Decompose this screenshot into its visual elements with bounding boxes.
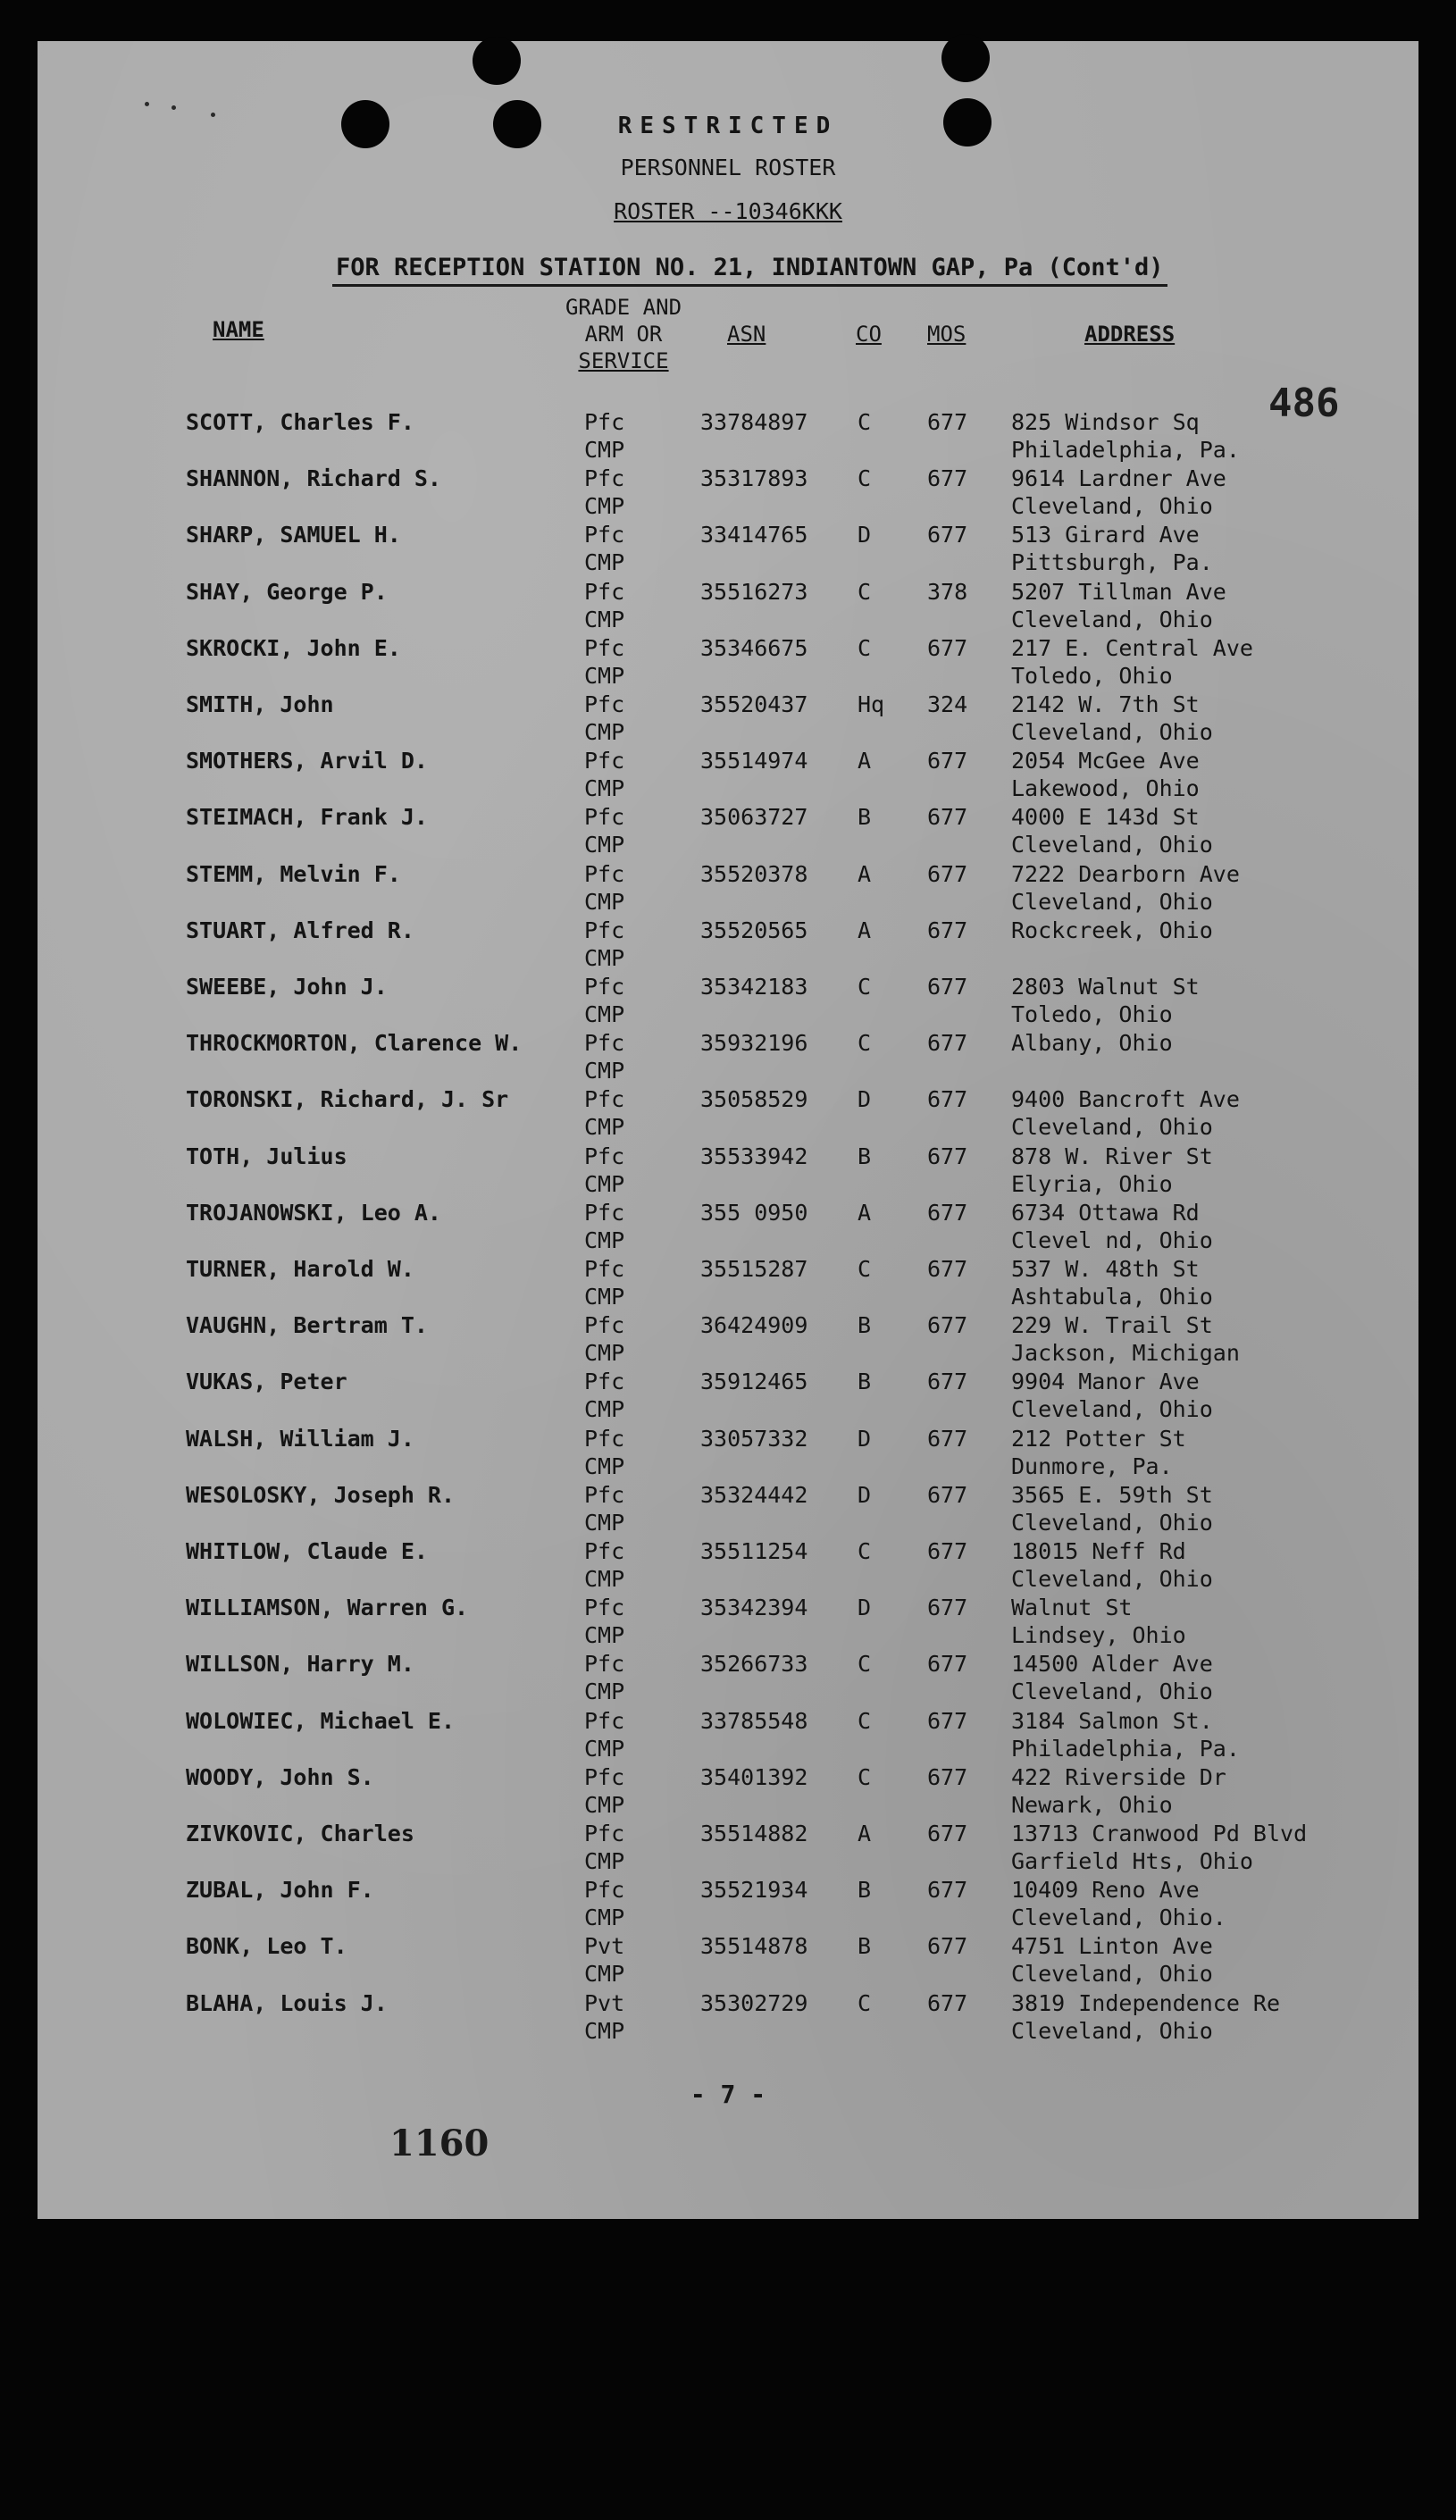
table-row bbox=[38, 1200, 1418, 1256]
arm-or-service: CMP bbox=[584, 1791, 625, 1818]
arm-or-service: CMP bbox=[584, 1848, 625, 1874]
arm-or-service: CMP bbox=[584, 1001, 625, 1027]
address-line-2: Cleveland, Ohio bbox=[1011, 2017, 1213, 2044]
col-header-grade-line1: GRADE AND bbox=[565, 295, 682, 320]
person-name: STEMM, Melvin F. bbox=[186, 860, 401, 887]
serial-number: 35521934 bbox=[700, 1877, 808, 1904]
roster-number-text: ROSTER --10346KKK bbox=[614, 198, 842, 224]
address-line-1: 14500 Alder Ave bbox=[1011, 1651, 1213, 1678]
col-header-mos-text: MOS bbox=[927, 322, 966, 347]
col-header-name-text: NAME bbox=[213, 317, 264, 342]
grade: Pfc bbox=[584, 974, 625, 1000]
person-name: WOODY, John S. bbox=[186, 1763, 374, 1790]
roster-document-page bbox=[38, 41, 1418, 2219]
serial-number: 35346675 bbox=[700, 634, 808, 661]
table-row bbox=[38, 635, 1418, 691]
company: C bbox=[858, 409, 872, 435]
mos-code: 677 bbox=[927, 1877, 968, 1904]
address-line-2: Cleveland, Ohio bbox=[1011, 493, 1213, 520]
table-row bbox=[38, 1086, 1418, 1143]
arm-or-service: CMP bbox=[584, 549, 625, 576]
address-line-2: Lakewood, Ohio bbox=[1011, 775, 1200, 802]
company: C bbox=[858, 578, 872, 605]
speck bbox=[172, 105, 176, 110]
arm-or-service: CMP bbox=[584, 1735, 625, 1762]
col-header-name bbox=[213, 316, 264, 343]
company: D bbox=[858, 1086, 872, 1113]
address-line-1: 537 W. 48th St bbox=[1011, 1256, 1200, 1282]
serial-number: 35401392 bbox=[700, 1763, 808, 1790]
address-line-2: Jackson, Michigan bbox=[1011, 1340, 1240, 1367]
grade: Pfc bbox=[584, 1877, 625, 1904]
address-line-1: 9400 Bancroft Ave bbox=[1011, 1086, 1240, 1113]
table-row bbox=[38, 804, 1418, 860]
table-row bbox=[38, 917, 1418, 974]
person-name: WOLOWIEC, Michael E. bbox=[186, 1707, 456, 1734]
grade: Pfc bbox=[584, 522, 625, 548]
company: C bbox=[858, 974, 872, 1000]
grade: Pfc bbox=[584, 1256, 625, 1282]
address-line-1: 878 W. River St bbox=[1011, 1143, 1213, 1169]
mos-code: 677 bbox=[927, 1143, 968, 1169]
grade: Pfc bbox=[584, 409, 625, 435]
arm-or-service: CMP bbox=[584, 1170, 625, 1197]
address-line-1: 13713 Cranwood Pd Blvd bbox=[1011, 1821, 1308, 1846]
grade: Pfc bbox=[584, 1143, 625, 1169]
table-row bbox=[38, 409, 1418, 465]
address-line-2: Pittsburgh, Pa. bbox=[1011, 549, 1213, 576]
table-row bbox=[38, 1933, 1418, 1989]
serial-number: 35533942 bbox=[700, 1143, 808, 1169]
col-header-grade-line3: SERVICE bbox=[578, 348, 669, 373]
arm-or-service: CMP bbox=[584, 719, 625, 745]
mos-code: 378 bbox=[927, 578, 968, 605]
address-line-2: Cleveland, Ohio bbox=[1011, 1961, 1213, 1988]
col-header-asn-text: ASN bbox=[727, 322, 766, 347]
address-line-2: Cleveland, Ohio bbox=[1011, 888, 1213, 915]
company: C bbox=[858, 1989, 872, 2016]
company: C bbox=[858, 1030, 872, 1057]
grade: Pfc bbox=[584, 1312, 625, 1339]
mos-code: 677 bbox=[927, 1481, 968, 1508]
arm-or-service: CMP bbox=[584, 1284, 625, 1310]
table-row bbox=[38, 522, 1418, 578]
table-row bbox=[38, 1764, 1418, 1821]
person-name: TURNER, Harold W. bbox=[186, 1256, 414, 1282]
address-line-2: Toledo, Ohio bbox=[1011, 1001, 1173, 1027]
col-header-co bbox=[856, 321, 882, 347]
company: B bbox=[858, 1369, 872, 1395]
address-line-1: 513 Girard Ave bbox=[1011, 522, 1200, 548]
address-line-1: 2142 W. 7th St bbox=[1011, 691, 1200, 717]
person-name: WESOLOSKY, Joseph R. bbox=[186, 1481, 456, 1508]
grade: Pfc bbox=[584, 860, 625, 887]
serial-number: 355 0950 bbox=[700, 1199, 808, 1226]
mos-code: 677 bbox=[927, 917, 968, 943]
grade: Pfc bbox=[584, 691, 625, 717]
station-heading: FOR RECEPTION STATION NO. 21, INDIANTOWN GAP, Pa (Cont'd) bbox=[332, 254, 1167, 287]
serial-number: 35520378 bbox=[700, 860, 808, 887]
table-row bbox=[38, 1990, 1418, 2047]
table-row bbox=[38, 465, 1418, 522]
serial-number: 35317893 bbox=[700, 465, 808, 492]
person-name: ZIVKOVIC, Charles bbox=[186, 1821, 414, 1846]
grade: Pvt bbox=[584, 1933, 625, 1960]
mos-code: 677 bbox=[927, 1933, 968, 1960]
grade: Pfc bbox=[584, 578, 625, 605]
grade: Pfc bbox=[584, 634, 625, 661]
person-name: SHAY, George P. bbox=[186, 578, 388, 605]
company: D bbox=[858, 1481, 872, 1508]
col-header-co-text: CO bbox=[856, 322, 882, 347]
address-line-2: Elyria, Ohio bbox=[1011, 1170, 1173, 1197]
person-name: WALSH, William J. bbox=[186, 1425, 414, 1452]
person-name: SHANNON, Richard S. bbox=[186, 465, 441, 492]
arm-or-service: CMP bbox=[584, 1961, 625, 1988]
company: B bbox=[858, 1933, 872, 1960]
arm-or-service: CMP bbox=[584, 1227, 625, 1253]
serial-number: 35342183 bbox=[700, 974, 808, 1000]
company: C bbox=[858, 1707, 872, 1734]
person-name: WILLIAMSON, Warren G. bbox=[186, 1595, 469, 1621]
address-line-1: 212 Potter St bbox=[1011, 1425, 1186, 1452]
address-line-2: Toledo, Ohio bbox=[1011, 662, 1173, 689]
company: A bbox=[858, 1199, 872, 1226]
serial-number: 35520437 bbox=[700, 691, 808, 717]
address-line-1: 4751 Linton Ave bbox=[1011, 1933, 1213, 1960]
person-name: VAUGHN, Bertram T. bbox=[186, 1312, 428, 1339]
address-line-1: 5207 Tillman Ave bbox=[1011, 578, 1226, 605]
address-line-1: 2054 McGee Ave bbox=[1011, 748, 1200, 774]
company: D bbox=[858, 1425, 872, 1452]
arm-or-service: CMP bbox=[584, 1114, 625, 1141]
grade: Pfc bbox=[584, 465, 625, 492]
mos-code: 677 bbox=[927, 804, 968, 831]
grade: Pfc bbox=[584, 1086, 625, 1113]
company: C bbox=[858, 1651, 872, 1678]
address-line-2: Ashtabula, Ohio bbox=[1011, 1284, 1213, 1310]
table-row bbox=[38, 861, 1418, 917]
person-name: SMOTHERS, Arvil D. bbox=[186, 748, 428, 774]
arm-or-service: CMP bbox=[584, 888, 625, 915]
mos-code: 677 bbox=[927, 1425, 968, 1452]
serial-number: 35058529 bbox=[700, 1086, 808, 1113]
address-line-1: 6734 Ottawa Rd bbox=[1011, 1199, 1200, 1226]
grade: Pfc bbox=[584, 804, 625, 831]
serial-number: 33784897 bbox=[700, 409, 808, 435]
address-line-1: 825 Windsor Sq bbox=[1011, 409, 1200, 435]
address-line-1: 229 W. Trail St bbox=[1011, 1312, 1213, 1339]
table-row bbox=[38, 1143, 1418, 1200]
serial-number: 35063727 bbox=[700, 804, 808, 831]
address-line-2: Cleveland, Ohio bbox=[1011, 1396, 1213, 1423]
punch-hole bbox=[941, 34, 990, 82]
grade: Pfc bbox=[584, 1425, 625, 1452]
mos-code: 677 bbox=[927, 1707, 968, 1734]
grade: Pfc bbox=[584, 1821, 625, 1846]
address-line-2: Cleveland, Ohio bbox=[1011, 1509, 1213, 1536]
address-line-2: Dunmore, Pa. bbox=[1011, 1453, 1173, 1479]
arm-or-service: CMP bbox=[584, 1509, 625, 1536]
mos-code: 677 bbox=[927, 1989, 968, 2016]
address-line-1: 7222 Dearborn Ave bbox=[1011, 860, 1240, 887]
address-line-1: 9904 Manor Ave bbox=[1011, 1369, 1200, 1395]
grade: Pfc bbox=[584, 1595, 625, 1621]
serial-number: 35324442 bbox=[700, 1481, 808, 1508]
arm-or-service: CMP bbox=[584, 1905, 625, 1931]
grade: Pfc bbox=[584, 917, 625, 943]
speck bbox=[145, 102, 149, 106]
address-line-2: Lindsey, Ohio bbox=[1011, 1622, 1186, 1649]
company: B bbox=[858, 804, 872, 831]
col-header-address-text: ADDRESS bbox=[1084, 322, 1176, 347]
address-line-2: Cleveland, Ohio bbox=[1011, 1679, 1213, 1705]
address-line-2: Newark, Ohio bbox=[1011, 1791, 1173, 1818]
address-line-2: Cleveland, Ohio bbox=[1011, 606, 1213, 632]
arm-or-service: CMP bbox=[584, 1396, 625, 1423]
table-row bbox=[38, 1538, 1418, 1595]
address-line-2: Cleveland, Ohio bbox=[1011, 1114, 1213, 1141]
table-row bbox=[38, 1256, 1418, 1312]
person-name: SHARP, SAMUEL H. bbox=[186, 522, 401, 548]
arm-or-service: CMP bbox=[584, 493, 625, 520]
mos-code: 677 bbox=[927, 465, 968, 492]
address-line-1: 4000 E 143d St bbox=[1011, 804, 1200, 831]
grade: Pfc bbox=[584, 1481, 625, 1508]
col-header-address bbox=[1084, 321, 1175, 347]
page-number: - 7 - bbox=[690, 2080, 766, 2109]
address-line-1: 3565 E. 59th St bbox=[1011, 1481, 1213, 1508]
table-row bbox=[38, 579, 1418, 635]
grade: Pfc bbox=[584, 748, 625, 774]
address-line-1: 2803 Walnut St bbox=[1011, 974, 1200, 1000]
address-line-2: Clevel nd, Ohio bbox=[1011, 1227, 1213, 1253]
serial-number: 35515287 bbox=[700, 1256, 808, 1282]
arm-or-service: CMP bbox=[584, 1058, 625, 1084]
grade: Pfc bbox=[584, 1707, 625, 1734]
address-line-1: Albany, Ohio bbox=[1011, 1030, 1173, 1057]
grade: Pfc bbox=[584, 1369, 625, 1395]
address-line-2: Philadelphia, Pa. bbox=[1011, 437, 1240, 463]
table-row bbox=[38, 1651, 1418, 1707]
serial-number: 35514882 bbox=[700, 1821, 808, 1846]
company: C bbox=[858, 465, 872, 492]
table-row bbox=[38, 748, 1418, 804]
address-line-2: Philadelphia, Pa. bbox=[1011, 1735, 1240, 1762]
person-name: STEIMACH, Frank J. bbox=[186, 804, 428, 831]
mos-code: 677 bbox=[927, 860, 968, 887]
arm-or-service: CMP bbox=[584, 1340, 625, 1367]
table-row bbox=[38, 1821, 1418, 1877]
address-line-1: 422 Riverside Dr bbox=[1011, 1763, 1226, 1790]
mos-code: 677 bbox=[927, 1199, 968, 1226]
arm-or-service: CMP bbox=[584, 1453, 625, 1479]
company: A bbox=[858, 860, 872, 887]
address-line-1: 3184 Salmon St. bbox=[1011, 1707, 1213, 1734]
col-header-mos bbox=[927, 321, 966, 347]
mos-code: 677 bbox=[927, 1086, 968, 1113]
serial-number: 36424909 bbox=[700, 1312, 808, 1339]
mos-code: 677 bbox=[927, 1030, 968, 1057]
address-line-1: Rockcreek, Ohio bbox=[1011, 917, 1213, 943]
grade: Pfc bbox=[584, 1763, 625, 1790]
arm-or-service: CMP bbox=[584, 1679, 625, 1705]
company: D bbox=[858, 522, 872, 548]
person-name: STUART, Alfred R. bbox=[186, 917, 414, 943]
person-name: BLAHA, Louis J. bbox=[186, 1989, 388, 2016]
arm-or-service: CMP bbox=[584, 662, 625, 689]
roster-number bbox=[38, 198, 1418, 224]
person-name: THROCKMORTON, Clarence W. bbox=[186, 1030, 523, 1057]
company: C bbox=[858, 1538, 872, 1564]
address-line-1: 217 E. Central Ave bbox=[1011, 634, 1253, 661]
arm-or-service: CMP bbox=[584, 2017, 625, 2044]
address-line-1: 18015 Neff Rd bbox=[1011, 1538, 1186, 1564]
serial-number: 35912465 bbox=[700, 1369, 808, 1395]
person-name: WILLSON, Harry M. bbox=[186, 1651, 414, 1678]
mos-code: 677 bbox=[927, 1595, 968, 1621]
company: A bbox=[858, 1821, 872, 1846]
table-row bbox=[38, 1030, 1418, 1086]
company: C bbox=[858, 634, 872, 661]
mos-code: 677 bbox=[927, 1821, 968, 1846]
serial-number: 35516273 bbox=[700, 578, 808, 605]
address-line-2: Cleveland, Ohio. bbox=[1011, 1905, 1226, 1931]
company: C bbox=[858, 1256, 872, 1282]
punch-hole bbox=[473, 37, 521, 85]
serial-number: 33414765 bbox=[700, 522, 808, 548]
company: D bbox=[858, 1595, 872, 1621]
arm-or-service: CMP bbox=[584, 775, 625, 802]
mos-code: 677 bbox=[927, 1763, 968, 1790]
arm-or-service: CMP bbox=[584, 606, 625, 632]
mos-code: 677 bbox=[927, 409, 968, 435]
address-line-2: Cleveland, Ohio bbox=[1011, 719, 1213, 745]
serial-number: 35932196 bbox=[700, 1030, 808, 1057]
company: B bbox=[858, 1143, 872, 1169]
table-row bbox=[38, 1877, 1418, 1933]
mos-code: 677 bbox=[927, 974, 968, 1000]
mos-code: 677 bbox=[927, 1256, 968, 1282]
serial-number: 35520565 bbox=[700, 917, 808, 943]
stamp-number: 1160 bbox=[389, 2122, 490, 2164]
arm-or-service: CMP bbox=[584, 944, 625, 971]
person-name: SCOTT, Charles F. bbox=[186, 409, 414, 435]
person-name: TOTH, Julius bbox=[186, 1143, 347, 1169]
person-name: TROJANOWSKI, Leo A. bbox=[186, 1199, 441, 1226]
grade: Pfc bbox=[584, 1030, 625, 1057]
address-line-1: 3819 Independence Re bbox=[1011, 1989, 1281, 2016]
serial-number: 33057332 bbox=[700, 1425, 808, 1452]
company: A bbox=[858, 917, 872, 943]
table-row bbox=[38, 1482, 1418, 1538]
person-name: VUKAS, Peter bbox=[186, 1369, 347, 1395]
arm-or-service: CMP bbox=[584, 437, 625, 463]
table-row bbox=[38, 1369, 1418, 1425]
person-name: SKROCKI, John E. bbox=[186, 634, 401, 661]
serial-number: 35302729 bbox=[700, 1989, 808, 2016]
address-line-1: Walnut St bbox=[1011, 1595, 1133, 1621]
grade: Pvt bbox=[584, 1989, 625, 2016]
serial-number: 35514878 bbox=[700, 1933, 808, 1960]
col-header-grade bbox=[534, 294, 713, 374]
table-row bbox=[38, 974, 1418, 1030]
serial-number: 35514974 bbox=[700, 748, 808, 774]
grade: Pfc bbox=[584, 1538, 625, 1564]
table-row bbox=[38, 1312, 1418, 1369]
col-header-asn bbox=[727, 321, 766, 347]
company: A bbox=[858, 748, 872, 774]
table-row bbox=[38, 691, 1418, 748]
table-row bbox=[38, 1708, 1418, 1764]
company: B bbox=[858, 1312, 872, 1339]
mos-code: 677 bbox=[927, 1538, 968, 1564]
mos-code: 677 bbox=[927, 748, 968, 774]
grade: Pfc bbox=[584, 1651, 625, 1678]
mos-code: 677 bbox=[927, 1312, 968, 1339]
person-name: ZUBAL, John F. bbox=[186, 1877, 374, 1904]
mos-code: 677 bbox=[927, 522, 968, 548]
serial-number: 35266733 bbox=[700, 1651, 808, 1678]
serial-number: 33785548 bbox=[700, 1707, 808, 1734]
address-line-2: Garfield Hts, Ohio bbox=[1011, 1848, 1253, 1874]
document-title: PERSONNEL ROSTER bbox=[620, 155, 836, 180]
table-row bbox=[38, 1595, 1418, 1651]
person-name: SWEEBE, John J. bbox=[186, 974, 388, 1000]
person-name: SMITH, John bbox=[186, 691, 334, 717]
page-annotation: 486 bbox=[1268, 381, 1340, 426]
table-row bbox=[38, 1426, 1418, 1482]
col-header-grade-line2: ARM OR bbox=[584, 322, 663, 347]
address-line-1: 10409 Reno Ave bbox=[1011, 1877, 1200, 1904]
mos-code: 677 bbox=[927, 1369, 968, 1395]
address-line-2: Cleveland, Ohio bbox=[1011, 832, 1213, 858]
arm-or-service: CMP bbox=[584, 832, 625, 858]
company: Hq bbox=[858, 691, 885, 717]
company: B bbox=[858, 1877, 872, 1904]
serial-number: 35511254 bbox=[700, 1538, 808, 1564]
person-name: WHITLOW, Claude E. bbox=[186, 1538, 428, 1564]
serial-number: 35342394 bbox=[700, 1595, 808, 1621]
restricted-heading: RESTRICTED bbox=[617, 113, 839, 139]
grade: Pfc bbox=[584, 1199, 625, 1226]
arm-or-service: CMP bbox=[584, 1566, 625, 1592]
address-line-2: Cleveland, Ohio bbox=[1011, 1566, 1213, 1592]
company: C bbox=[858, 1763, 872, 1790]
mos-code: 677 bbox=[927, 634, 968, 661]
mos-code: 677 bbox=[927, 1651, 968, 1678]
person-name: BONK, Leo T. bbox=[186, 1933, 347, 1960]
address-line-1: 9614 Lardner Ave bbox=[1011, 465, 1226, 492]
person-name: TORONSKI, Richard, J. Sr bbox=[186, 1086, 509, 1113]
arm-or-service: CMP bbox=[584, 1622, 625, 1649]
mos-code: 324 bbox=[927, 691, 968, 717]
